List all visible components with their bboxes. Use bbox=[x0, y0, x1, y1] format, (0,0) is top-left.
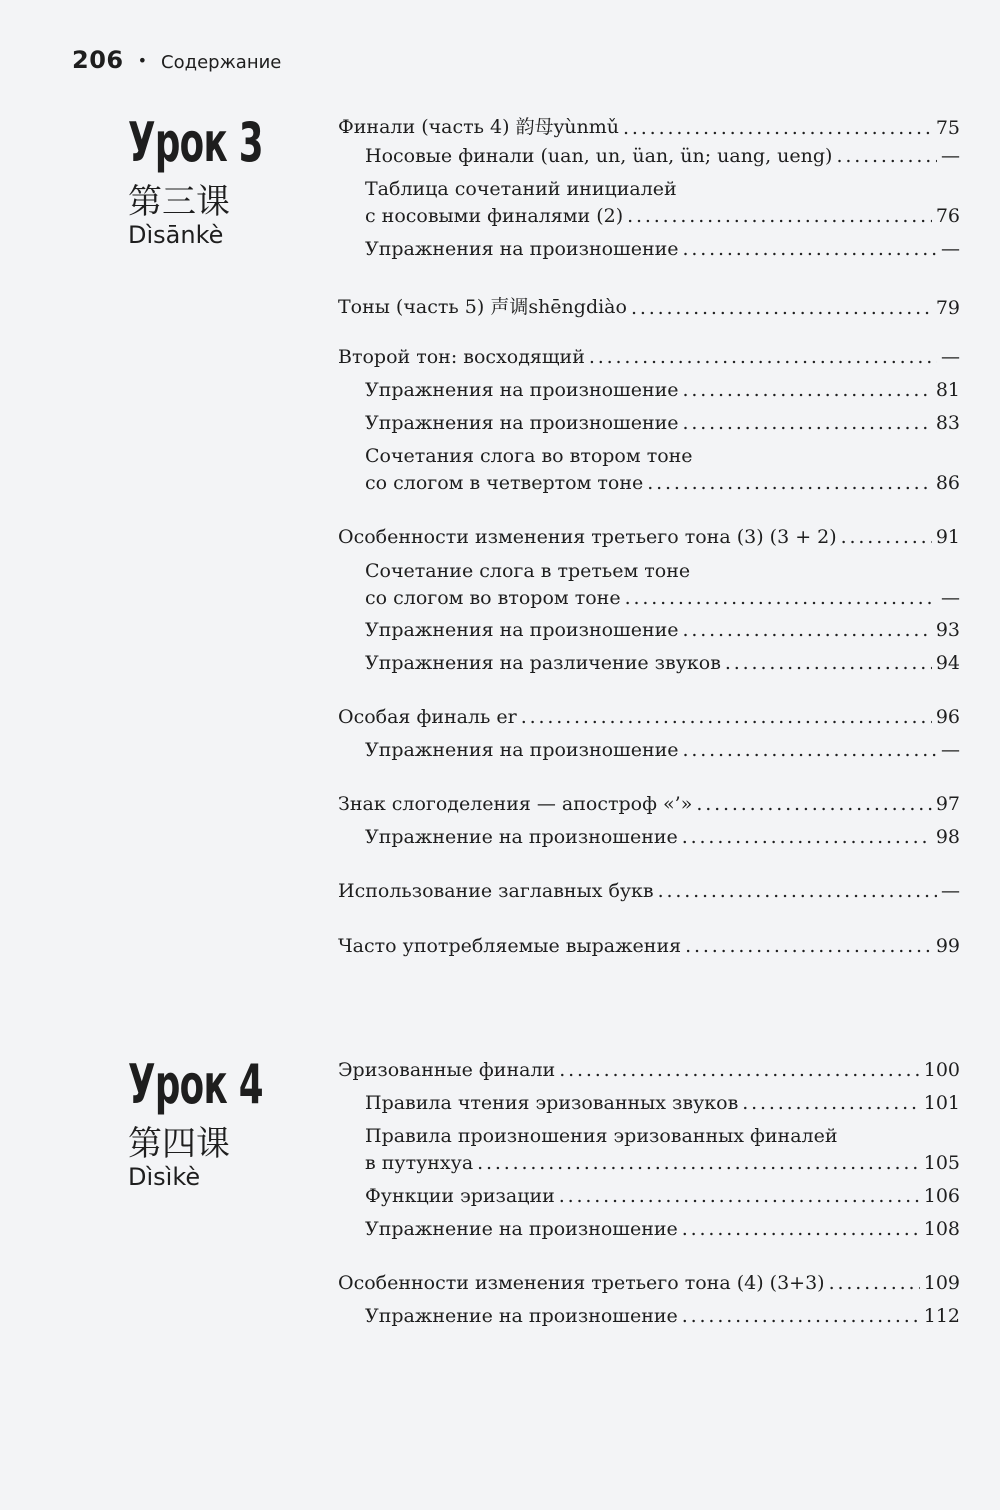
toc-entry-page: — bbox=[941, 739, 960, 761]
toc-entry[interactable] bbox=[365, 587, 960, 609]
toc-entry[interactable] bbox=[338, 706, 960, 728]
toc-entry-title: Особая финаль er bbox=[338, 706, 517, 728]
toc-entry[interactable] bbox=[365, 205, 960, 227]
toc-entry[interactable] bbox=[365, 1305, 960, 1327]
toc-entry-title: Упражнение на произношение bbox=[365, 1305, 678, 1327]
page-number: 206 bbox=[72, 46, 124, 74]
dot-leader bbox=[742, 1092, 919, 1114]
toc-entry-title: Эризованные финали bbox=[338, 1059, 556, 1081]
toc-entry-page: — bbox=[941, 346, 960, 368]
toc-entry-title: Второй тон: восходящий bbox=[338, 346, 585, 368]
dot-leader bbox=[625, 587, 937, 609]
toc-entry-title: Носовые финали (uan, un, üan, ün; uang, ueng) bbox=[365, 145, 833, 167]
toc-entry-page: 108 bbox=[923, 1218, 960, 1240]
toc-entry-title: Упражнение на произношение bbox=[365, 1218, 678, 1240]
dot-leader bbox=[682, 826, 932, 848]
toc-entry-page: 99 bbox=[935, 935, 960, 957]
toc-entry-page: 93 bbox=[935, 619, 960, 641]
toc-entry-page: — bbox=[941, 145, 960, 167]
dot-leader bbox=[477, 1152, 920, 1174]
dot-leader bbox=[682, 1218, 920, 1240]
toc-entry[interactable] bbox=[338, 935, 960, 957]
toc-entry-page: 79 bbox=[935, 297, 960, 319]
toc-entry-title: Упражнения на произношение bbox=[365, 412, 679, 434]
toc-entry-title: Финали (часть 4) 韵母yùnmǔ bbox=[338, 116, 620, 138]
toc-entry-title: Упражнения на различение звуков bbox=[365, 652, 721, 674]
lesson-hanzi: 第三课 bbox=[128, 182, 230, 222]
dot-leader bbox=[623, 117, 932, 139]
toc-entry-page: 81 bbox=[935, 379, 960, 401]
dot-leader bbox=[841, 526, 932, 548]
dot-leader bbox=[696, 793, 931, 815]
dot-leader bbox=[683, 379, 932, 401]
toc-entry-title: Тоны (часть 5) 声调shēngdiào bbox=[338, 296, 627, 318]
toc-entry-title: Особенности изменения третьего тона (3) (3 + 2) bbox=[338, 526, 837, 548]
toc-entry-title: Правила чтения эризованных звуков bbox=[365, 1092, 739, 1114]
dot-leader bbox=[682, 1305, 920, 1327]
dot-leader bbox=[725, 652, 932, 674]
toc-entry[interactable] bbox=[365, 1185, 960, 1207]
toc-entry[interactable] bbox=[338, 880, 960, 902]
lesson-title: Урок 4 bbox=[128, 1053, 263, 1116]
toc-entry-page: 100 bbox=[923, 1059, 960, 1081]
toc-entry-title: Упражнения на произношение bbox=[365, 379, 679, 401]
toc-entry-page: 86 bbox=[935, 472, 960, 494]
lesson-4-heading bbox=[128, 1054, 328, 1192]
toc-entry-title-line1: Сочетание слога в третьем тоне bbox=[365, 560, 691, 582]
lesson-hanzi: 第四课 bbox=[128, 1124, 230, 1164]
toc-entry[interactable] bbox=[338, 1272, 960, 1294]
toc-entry-title-line1: Правила произношения эризованных финалей bbox=[365, 1125, 838, 1147]
toc-entry-title: Упражнения на произношение bbox=[365, 739, 679, 761]
toc-entry-title: Знак слогоделения — апостроф «’» bbox=[338, 793, 693, 815]
toc-entry[interactable] bbox=[365, 379, 960, 401]
toc-entry[interactable] bbox=[365, 826, 960, 848]
toc-entry[interactable] bbox=[365, 472, 960, 494]
toc-entry[interactable] bbox=[365, 412, 960, 434]
toc-entry-title: Использование заглавных букв bbox=[338, 880, 654, 902]
toc-entry-page: 112 bbox=[923, 1305, 960, 1327]
dot-leader bbox=[589, 346, 937, 368]
toc-entry-page: 101 bbox=[923, 1092, 960, 1114]
toc-entry-page: — bbox=[941, 587, 960, 609]
toc-entry-page: 94 bbox=[935, 652, 960, 674]
toc-entry-page: 105 bbox=[923, 1152, 960, 1174]
dot-leader bbox=[685, 935, 932, 957]
toc-entry[interactable] bbox=[338, 1059, 960, 1081]
toc-entry[interactable] bbox=[338, 793, 960, 815]
toc-entry-title: Часто употребляемые выражения bbox=[338, 935, 682, 957]
toc-entry[interactable] bbox=[338, 112, 960, 139]
toc-entry-title: Функции эризации bbox=[365, 1185, 555, 1207]
toc-entry[interactable] bbox=[338, 526, 960, 548]
lesson-pinyin: Dìsānkè bbox=[128, 221, 224, 249]
toc-entry[interactable] bbox=[365, 1092, 960, 1114]
dot-leader bbox=[559, 1059, 920, 1081]
toc-entry-title-line1: Таблица сочетаний инициалей bbox=[365, 178, 677, 200]
toc-entry[interactable] bbox=[365, 1218, 960, 1240]
dot-leader bbox=[658, 880, 937, 902]
dot-leader bbox=[829, 1272, 920, 1294]
toc-entry[interactable] bbox=[365, 652, 960, 674]
lesson-pinyin: Dìsìkè bbox=[128, 1163, 201, 1191]
toc-entry[interactable] bbox=[365, 619, 960, 641]
dot-leader bbox=[683, 412, 932, 434]
dot-leader bbox=[836, 145, 937, 167]
lesson-title: Урок 3 bbox=[128, 111, 263, 174]
toc-entry-page: 83 bbox=[935, 412, 960, 434]
dot-leader bbox=[683, 739, 937, 761]
toc-entry-title: Особенности изменения третьего тона (4) (3+3) bbox=[338, 1272, 825, 1294]
toc-entry-page: 109 bbox=[923, 1272, 960, 1294]
toc-entry-title-line1: Сочетания слога во втором тоне bbox=[365, 445, 693, 467]
toc-entry-page: 98 bbox=[935, 826, 960, 848]
toc-entry[interactable] bbox=[365, 238, 960, 260]
toc-entry-page: 75 bbox=[935, 117, 960, 139]
toc-entry-page: 76 bbox=[935, 205, 960, 227]
toc-entry-page: — bbox=[941, 238, 960, 260]
toc-entry-title: с носовыми финалями (2) bbox=[365, 205, 624, 227]
toc-entry-title: со слогом в четвертом тоне bbox=[365, 472, 644, 494]
dot-leader bbox=[521, 706, 932, 728]
toc-entry[interactable] bbox=[365, 145, 960, 167]
toc-entry-page: 97 bbox=[935, 793, 960, 815]
dot-leader bbox=[627, 205, 932, 227]
dot-leader bbox=[559, 1185, 920, 1207]
toc-entry-title: Упражнения на произношение bbox=[365, 238, 679, 260]
dot-leader bbox=[683, 619, 932, 641]
toc-entry[interactable] bbox=[365, 1152, 960, 1174]
toc-entry[interactable] bbox=[365, 739, 960, 761]
toc-entry-title: Упражнение на произношение bbox=[365, 826, 678, 848]
toc-entry-page: 106 bbox=[923, 1185, 960, 1207]
toc-entry-page: 91 bbox=[935, 526, 960, 548]
toc-entry-title: Упражнения на произношение bbox=[365, 619, 679, 641]
lesson-3-heading bbox=[128, 112, 328, 250]
dot-leader bbox=[683, 238, 937, 260]
dot-leader bbox=[647, 472, 932, 494]
toc-entry-page: — bbox=[941, 880, 960, 902]
toc-entry[interactable] bbox=[338, 346, 960, 368]
toc-entry[interactable] bbox=[338, 292, 960, 319]
header-bullet: • bbox=[137, 51, 148, 70]
section-title: Содержание bbox=[161, 52, 282, 73]
running-header bbox=[72, 46, 281, 74]
toc-entry-title: в путунхуа bbox=[365, 1152, 474, 1174]
dot-leader bbox=[631, 297, 932, 319]
toc-entry-title: со слогом во втором тоне bbox=[365, 587, 621, 609]
toc-entry-page: 96 bbox=[935, 706, 960, 728]
